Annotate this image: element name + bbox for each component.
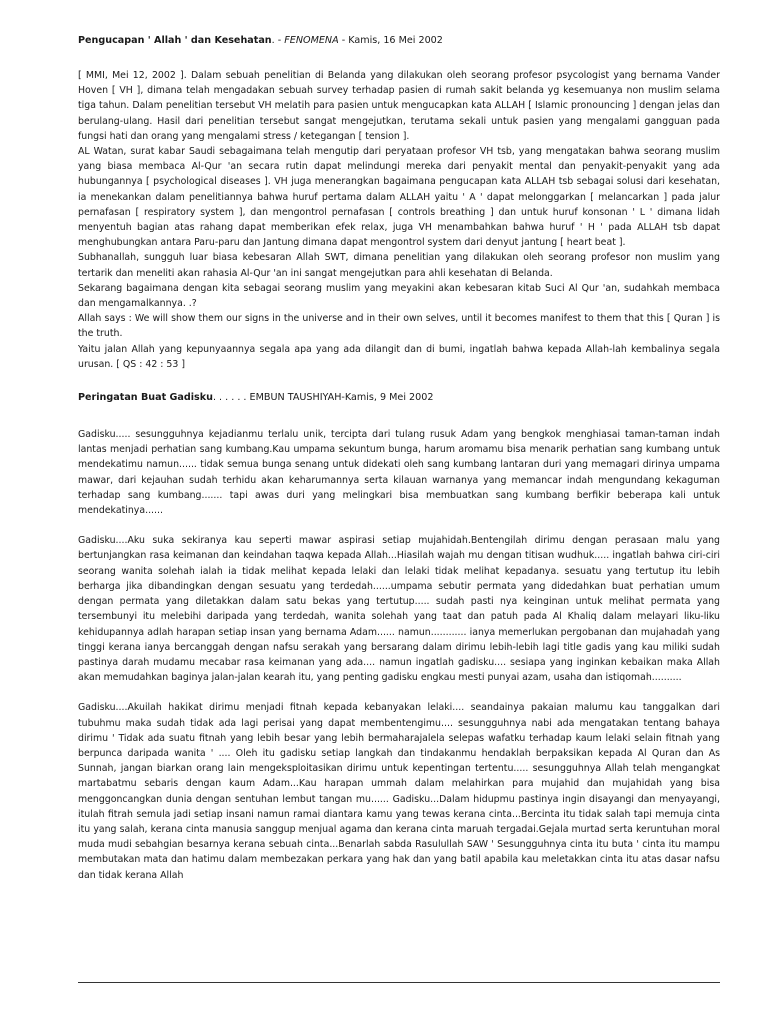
article1-paragraph: [ MMI, Mei 12, 2002 ]. Dalam sebuah penelitian di Belanda yang dilakukan oleh seorang profesor psycologist yang bernama Vander Hoven [ VH ], dimana telah mengadakan sebuah survey terhadap pasien di rumah sakit belanda yg kesemuanya non muslim selama tiga tahun. Dalam penelitian tersebut VH melatih para pasien untuk mengucapkan kata ALLAH [ Islamic pronouncing ] dengan jelas dan berulang-ulang. Hasil dari penelitian tersebut sangat mengejutkan, terutama sekali untuk pasien yang mengalami gangguan pada fungsi hati dan orang yang mengalami stress / ketegangan [ tension ]. — [78, 70, 720, 142]
article2-suffix: . . . . . . EMBUN TAUSHIYAH-Kamis, 9 Mei 2002 — [212, 392, 434, 404]
article2-paragraph: Gadisku....Akuilah hakikat dirimu menjadi fitnah kepada kebanyakan lelaki.... seandainya pakaian malumu kau tanggalkan dari tubuhmu maka sudah tidak ada lagi perisai yang dapat membentengimu.... sesungguhnya nabi ada mengatakan tentang bahaya dirimu ' Tidak ada suatu fitnah yang lebih besar yang lebih bermaharajalela selepas wafatku terhadap kaum lelaki selain fitnah yang berpunca daripada wanita ' .... Oleh itu gadisku setiap langkah dan tindakanmu hendaklah berpaksikan kepada Al Quran dan As Sunnah, jangan biarkan orang lain mengeksploitasikan dirimu untuk kepentingan tertentu..... sesungguhnya Allah telah mengangkat martabatmu sebaris dengan kaum Adam...Kau harapan ummah dalam melahirkan para mujahid dan mujahidah yang bisa menggoncangkan dunia dengan sentuhan lembut tangan mu...... Gadisku...Dalam hidupmu pastinya ingin disayangi dan menyayangi, itulah fitrah semula jadi setiap insani namun ramai diantara kamu yang tewas kerana cinta...Bercinta itu tidak salah tapi memuja cinta itu yang salah, kerana cinta manusia sanggup menjual agama dan kerana cinta maruah tergadai.Gejala murtad serta keruntuhan moral muda mudi sebahgian besarnya kerana sebuah cinta...Benarlah sabda Rasulullah SAW ' Sesungguhnya cinta itu buta ' cinta itu mampu membutakan mata dan hatimu dalam membezakan perkara yang hak dan yang batil apabila kau meletakkan cinta itu atas dasar nafsu dan tidak kerana Allah — [78, 702, 720, 881]
article1-source: FENOMENA — [284, 35, 339, 46]
article1-paragraph: Sekarang bagaimana dengan kita sebagai seorang muslim yang meyakini akan kebesaran kitab Suci Al Qur 'an, sudahkah membaca dan mengamalkannya. .? — [78, 282, 720, 310]
article2-body — [78, 427, 720, 883]
article2-paragraph: Gadisku....Aku suka sekiranya kau seperti mawar aspirasi setiap mujahidah.Bentengilah dirimu dengan perasaan malu yang bertunjangkan rasa keimanan dan keindahan taqwa kepada Allah...Hiasilah wajah mu dengan titisan wudhuk..... ingatlah bahwa ciri-ciri seorang wanita solehah ialah ia tidak melihat kepada lelaki dan lelaki tidak melihat kepadanya. sesuatu yang tertutup itu lebih berharga jika dibandingkan dengan sesuatu yang terdedah......umpama sebutir permata yang didedahkan buat perhatian umum dengan permata yang diletakkan dalam satu bekas yang tertutup..... sudah pasti nya keinginan untuk melihat permata yang tersembunyi itu melebihi daripada yang terdedah, wanita solehah yang taat dan patuh pada Al Khaliq dalam melayari liku-liku kehidupannya adlah harapan setiap insan yang bernama Adam...... namun............ ianya memerlukan pergobanan dan mujahadah yang tinggi kerana ianya bercanggah dengan nafsu serakah yang bersarang dalam dirimu lebih-lebih lagi title gadis yang kau miliki sudah pastinya darah mudamu mecabar rasa keimanan yang ada.... namun ingatlah gadisku.... sesiapa yang inginkan kebaikan maka Allah akan memudahkan baginya jalan-jalan kearah itu, yang penting gadisku engkau mesti punyai azam, usaha dan istiqomah.......... — [78, 535, 720, 684]
article1-paragraph: Allah says : We will show them our signs in the universe and in their own selves, until it becomes manifest to them that this [ Quran ] is the truth. — [78, 313, 720, 340]
article2-title: Peringatan Buat Gadisku — [78, 392, 213, 404]
article1-heading — [78, 34, 720, 48]
document-page — [78, 34, 720, 883]
article2-heading — [78, 391, 720, 405]
page-footer-rule — [78, 982, 720, 983]
article1-body — [78, 68, 720, 372]
article1-paragraph: Subhanallah, sungguh luar biasa kebesaran Allah SWT, dimana penelitian yang dilakukan oleh seorang profesor non muslim yang tertarik dan meneliti akan rahasia Al-Qur 'an ini sangat mengejutkan para ahli kesehatan di Belanda. — [78, 252, 720, 279]
article1-separator: . - — [271, 35, 285, 46]
article1-paragraph: Yaitu jalan Allah yang kepunyaannya segala apa yang ada dilangit dan di bumi, ingatlah bahwa kepada Allah-lah kembalinya segala urusan. [ QS : 42 : 53 ] — [78, 343, 720, 370]
article1-date: - Kamis, 16 Mei 2002 — [338, 35, 443, 46]
article1-paragraph: AL Watan, surat kabar Saudi sebagaimana telah mengutip dari peryataan profesor VH tsb, yang mengatakan bahwa seorang muslim yang biasa membaca Al-Qur 'an secara rutin dapat melindungi mereka dari penyakit mental dan penyakit-penyakit yang ada hubungannya [ psychological diseases ]. VH juga menerangkan bagaimana pengucapan kata ALLAH tsb sebagai solusi dari kesehatan, ia menekankan dalam penelitiannya bahwa huruf pertama dalam ALLAH yaitu ' A ' dapat melonggarkan [ melancarkan ] pada jalur pernafasan [ respiratory system ], dan mengontrol pernafasan [ controls breathing ] dan untuk huruf konsonan ' L ' dimana lidah menyentuh bagian atas rahang dapat memberikan efek relax, juga VH menambahkan bahwa huruf ' H ' pada ALLAH tsb dapat menghubungkan antara Paru-paru dan Jantung dimana dapat mengontrol system dari denyut jantung [ heart beat ]. — [78, 146, 720, 249]
article2-paragraph: Gadisku..... sesungguhnya kejadianmu terlalu unik, tercipta dari tulang rusuk Adam yang bengkok menghiasai taman-taman indah lantas menjadi perhatian sang kumbang.Kau umpama sekuntum bunga, harum aromamu bisa menarik perhatian sang kumbang untuk mendekatimu namun...... tidak semua bunga senang untuk didekati oleh sang kumbang lantaran duri yang memagari dirinya umpama mawar, dari kejauhan sudah terhidu akan keharumannya serta kilauan warnanya yang memancar indah mengundang kekaguman terhadap sang kumbang....... tapi awas duri yang melingkari bisa membuatkan sang kumbang berfikir beberapa kali untuk mendekatinya...... — [78, 429, 720, 517]
article1-title: Pengucapan ' Allah ' dan Kesehatan — [78, 35, 272, 46]
